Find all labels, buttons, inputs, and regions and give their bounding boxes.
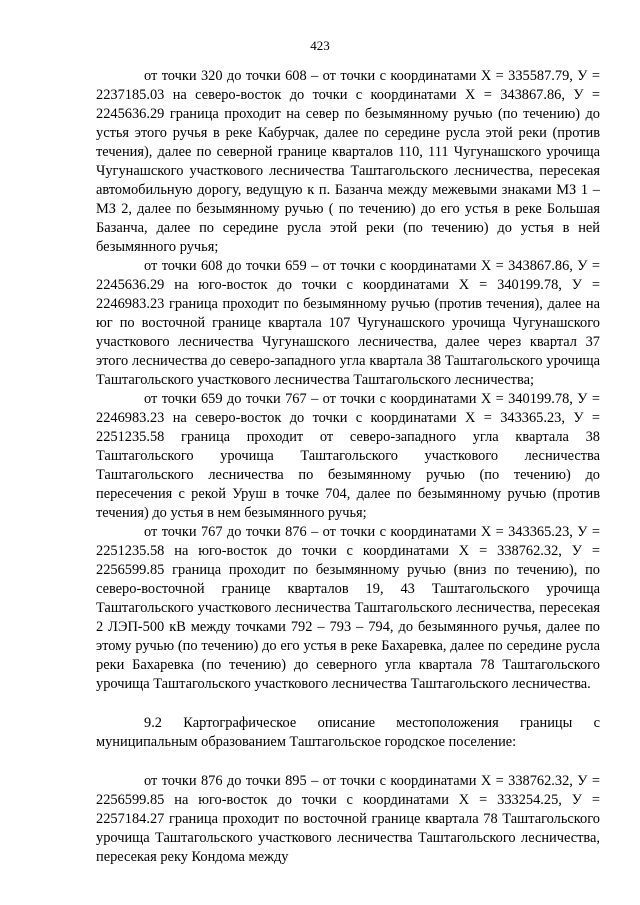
page-number: 423 xyxy=(310,38,330,53)
paragraph-boundary-608-659: от точки 608 до точки 659 – от точки с координатами Х = 343867.86, У = 2245636.29 на юго-восток до точки с координатами Х = 340199.78, У = 2246983.23 граница проходит по безымянному ручью (против течения), далее на юг по восточной границе квартала 107 Чугунашского урочища Чугунашского участкового лесничества Чугунашского лесничества, далее через квартал 37 этого лесничества до северо-западного угла квартала 38 Таштагольского урочища Таштагольского участкового лесничества Таштагольского лесничества; xyxy=(96,258,600,388)
paragraph-boundary-767-876: от точки 767 до точки 876 – от точки с координатами Х = 343365.23, У = 2251235.58 на юго-восток до точки с координатами Х = 338762.32, У = 2256599.85 граница проходит по безымянному ручью (вниз по течению), по северо-восточной границе кварталов 19, 43 Таштагольского урочища Таштагольского участкового лесничества Таштагольского лесничества, пересекая 2 ЛЭП-500 кВ между точками 792 – 793 – 794, до безымянного ручья, далее по этому ручью (по течению) до его устья в реке Бахаревка, далее по середине русла реки Бахаревка (по течению) до северного угла квартала 78 Таштагольского урочища Таштагольского участкового лесничества Таштагольского лесничества. xyxy=(96,524,600,692)
paragraph-boundary-659-767: от точки 659 до точки 767 – от точки с координатами Х = 340199.78, У = 2246983.23 на северо-восток до точки с координатами Х = 343365.23, У = 2251235.58 граница проходит от северо-западного угла квартала 38 Таштагольского урочища Таштагольского участкового лесничества Таштагольского лесничества по безымянному ручью (по течению) до пересечения с рекой Уруш в точке 704, далее по безымянному ручью (против течения) до устья в нем безымянного ручья; xyxy=(96,391,600,521)
paragraph-boundary-320-608: от точки 320 до точки 608 – от точки с координатами Х = 335587.79, У = 2237185.03 на северо-восток до точки с координатами Х = 343867.86, У = 2245636.29 граница проходит на север по безымянному ручью (по течению) до устья этого ручья в реке Кабурчак, далее по середине русла этой реки (против течения), далее по северной границе кварталов 110, 111 Чугунашского урочища Чугунашского участкового лесничества Таштагольского лесничества, пересекая автомобильную дорогу, ведущую к п. Базанча между межевыми знаками МЗ 1 – МЗ 2, далее по безымянному ручью ( по течению) до его устья в реке Большая Базанча, далее по середине русла этой реки (по течению) до устья в ней безымянного ручья; xyxy=(96,68,600,255)
document-body xyxy=(96,67,600,867)
paragraph-boundary-876-895: от точки 876 до точки 895 – от точки с координатами Х = 338762.32, У = 2256599.85 на юго-восток до точки с координатами Х = 333254.25, У = 2257184.27 граница проходит по восточной границе квартала 78 Таштагольского урочища Таштагольского участкового лесничества Таштагольского лесничества, пересекая реку Кондома между xyxy=(96,773,600,865)
section-heading-9-2: 9.2 Картографическое описание местоположения границы с муниципальным образованием Таштагольское городское поселение: xyxy=(96,715,600,750)
